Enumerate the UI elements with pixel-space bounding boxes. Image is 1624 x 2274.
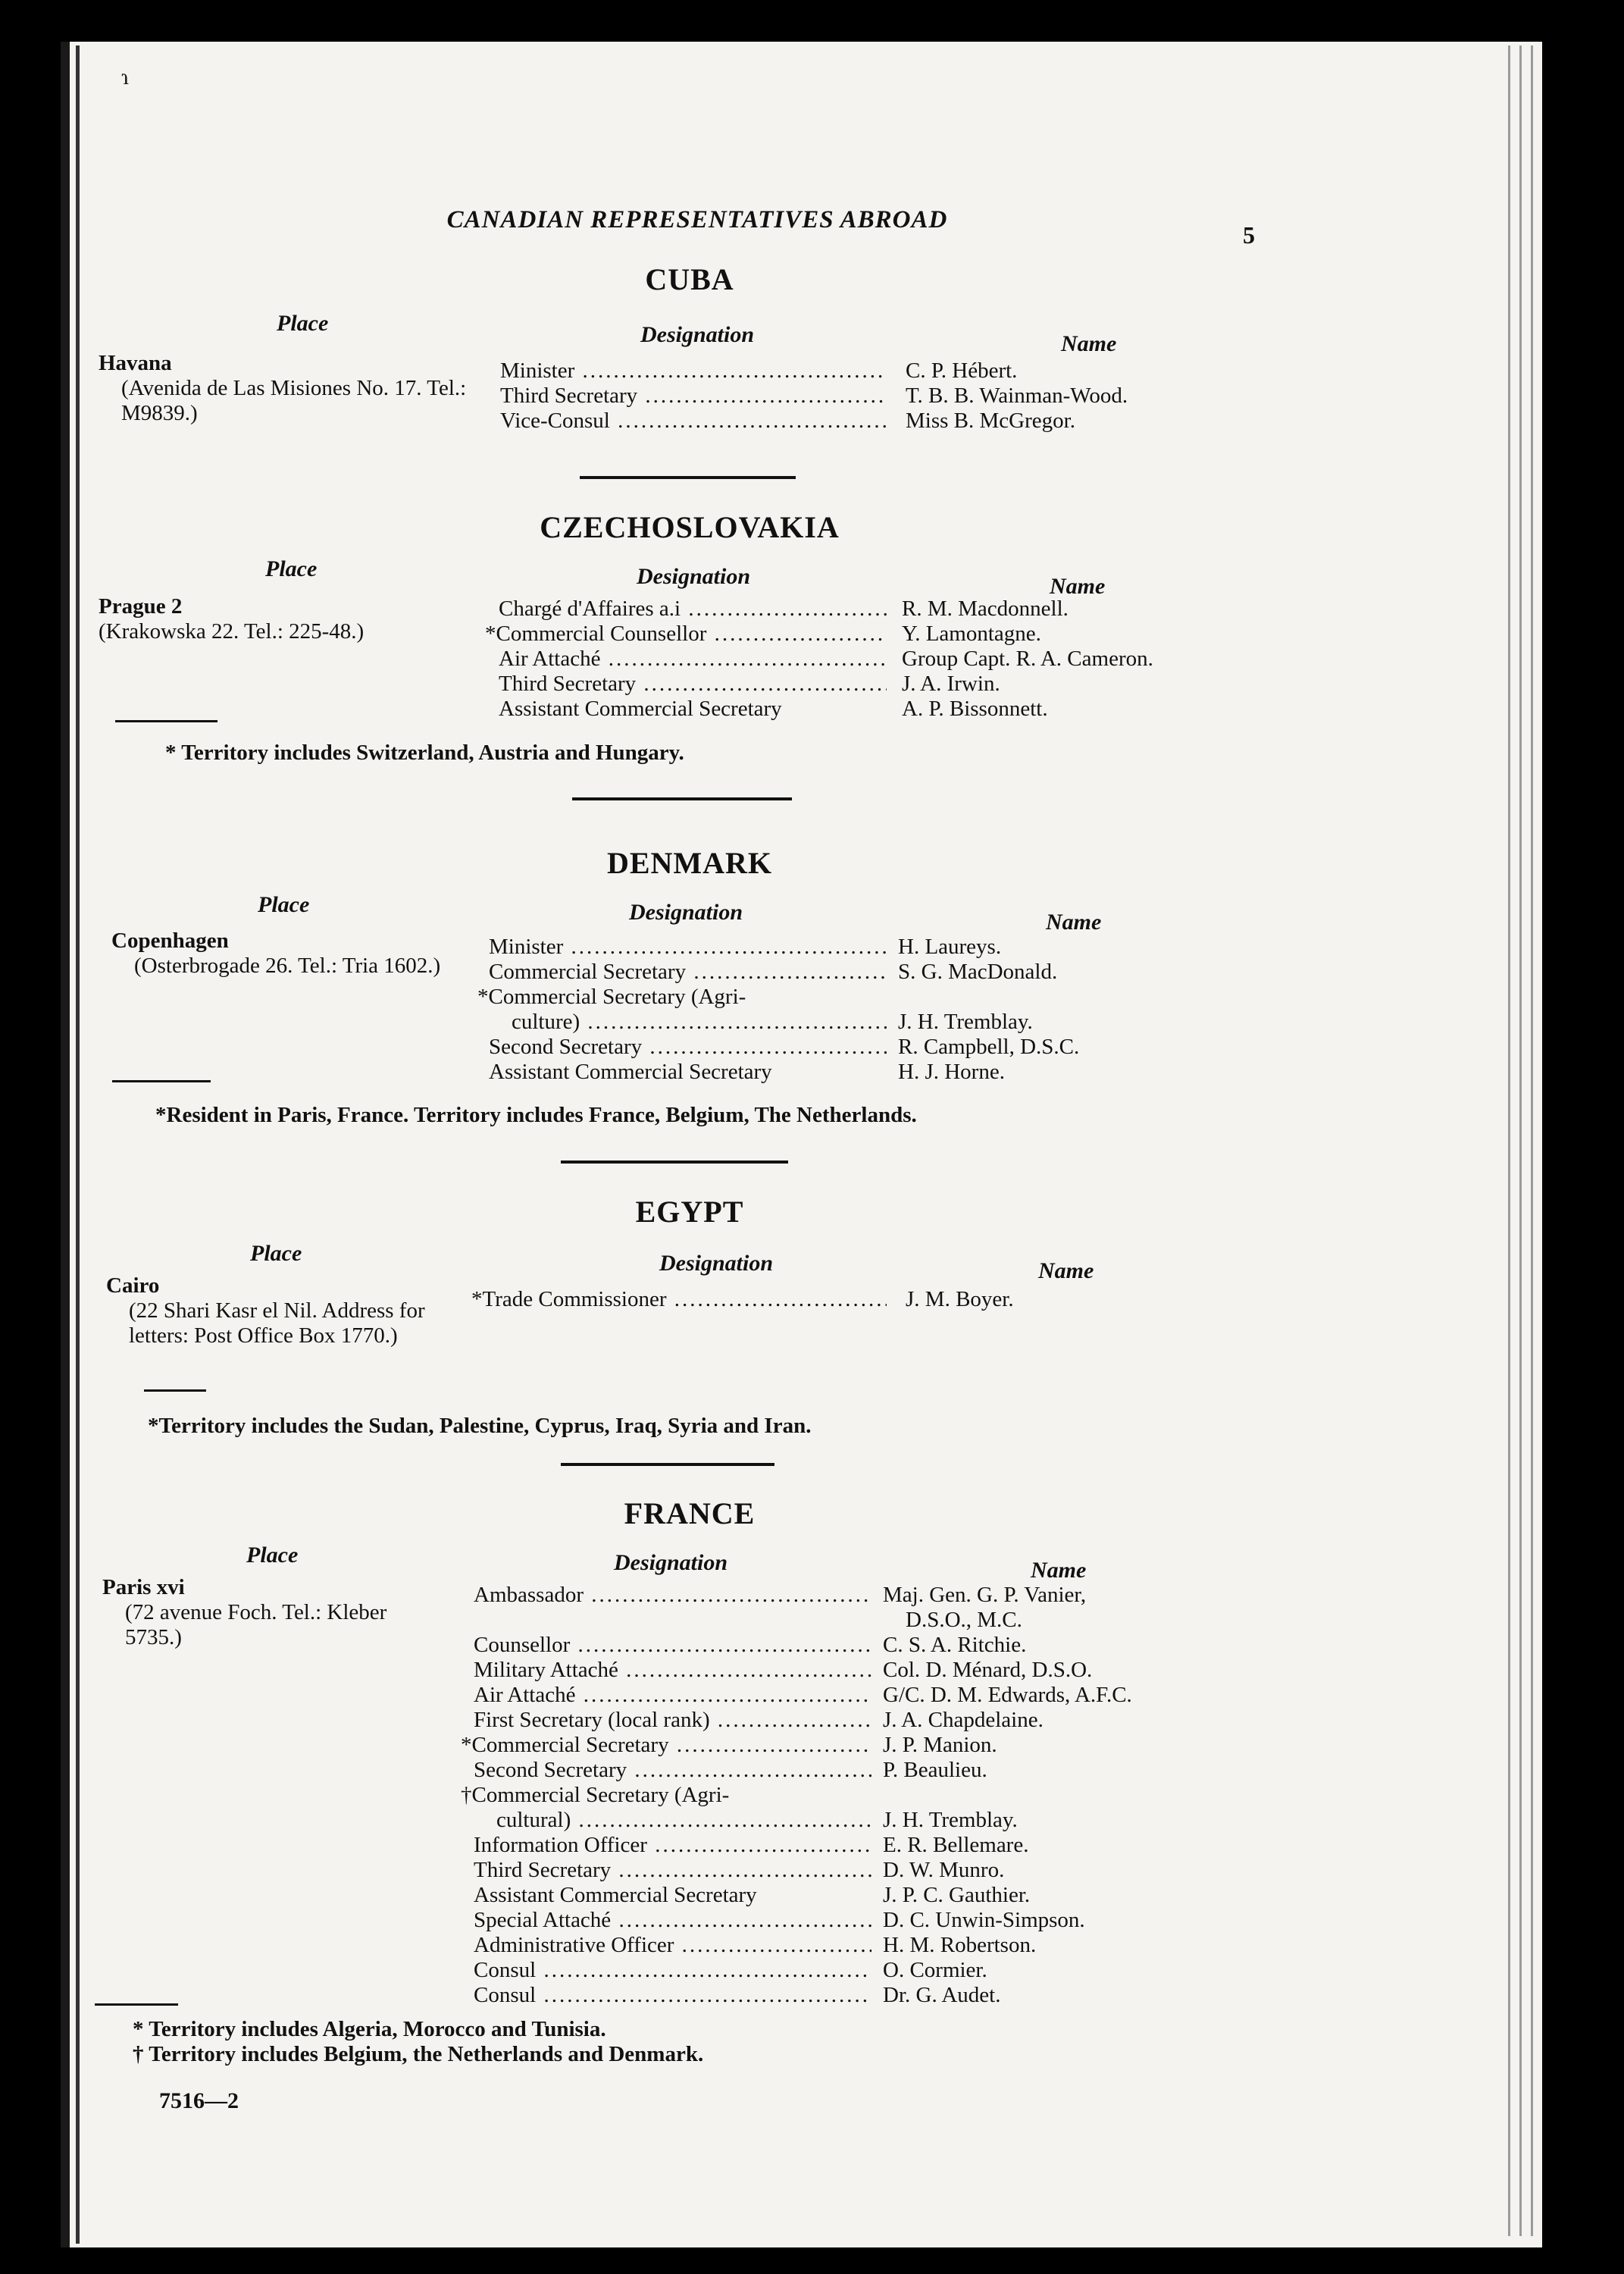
footnote-rule [95,2003,178,2006]
footnote-rule [112,1080,211,1082]
person-name: J. H. Tremblay. [883,1808,1018,1832]
corner-mark: ɿ [121,64,129,89]
footnote-rule [144,1389,206,1392]
place-header: Place [250,1241,302,1266]
designation: Vice-Consul ..... [500,409,887,434]
footnote: *Territory includes the Sudan, Palestine, Cyprus, Iraq, Syria and Iran. [148,1414,812,1438]
page-number: 5 [1243,221,1255,249]
binding-edge-inner [76,45,80,2244]
footnote: † Territory includes Belgium, the Netherlands and Denmark. [133,2042,704,2066]
country-heading: EGYPT [635,1195,744,1229]
person-name: O. Cormier. [883,1958,987,1982]
person-name: H. Laureys. [898,935,1002,959]
place-name: Copenhagen [111,929,229,953]
person-name: T. B. B. Wainman-Wood. [906,384,1128,408]
name-header: Name [1038,1258,1094,1283]
person-name: J. P. Manion. [883,1733,997,1757]
person-name: H. J. Horne. [898,1060,1005,1084]
designation-header: Designation [629,900,743,925]
designation: Third Secretary ..... [474,1858,871,1883]
designation-header: Designation [640,322,755,347]
page-edge-line [1531,45,1533,2236]
designation: *Commercial Secretary (Agri- [477,985,746,1009]
place-header: Place [258,892,310,917]
place-address: (Krakowska 22. Tel.: 225-48.) [99,619,365,644]
person-name: D. C. Unwin-Simpson. [883,1908,1085,1932]
designation: Minister ..... [489,935,887,960]
footnote: * Territory includes Algeria, Morocco and Tunisia. [133,2017,606,2041]
country-heading: CZECHOSLOVAKIA [540,510,840,544]
place-name: Havana [99,351,172,375]
place-name: Paris xvi [102,1575,185,1599]
place-address: (22 Shari Kasr el Nil. Address for letters: Post Office Box 1770.) [129,1298,425,1348]
person-name: Maj. Gen. G. P. Vanier, [883,1583,1087,1607]
person-name: Miss B. McGregor. [906,409,1075,433]
designation: Second Secretary ..... [489,1035,887,1060]
running-head: CANADIAN REPRESENTATIVES ABROAD [446,206,948,233]
designation-header: Designation [659,1251,774,1276]
designation: Information Officer ..... [474,1833,871,1858]
designation-header: Designation [637,564,751,589]
person-name: S. G. MacDonald. [898,960,1058,984]
place-name: Prague 2 [99,594,183,619]
designation: *Commercial Secretary ..... [461,1733,871,1758]
person-name: E. R. Bellemare. [883,1833,1029,1857]
name-header: Name [1046,910,1102,935]
person-name: Col. D. Ménard, D.S.O. [883,1658,1093,1682]
person-name: G/C. D. M. Edwards, A.F.C. [883,1683,1132,1707]
designation: Administrative Officer ..... [474,1933,871,1958]
designation: Assistant Commercial Secretary [474,1883,757,1907]
page-edge-line [1519,45,1522,2236]
designation: Military Attaché ..... [474,1658,871,1683]
person-name: J. A. Irwin. [902,672,1000,696]
country-heading: DENMARK [606,846,773,880]
place-block [99,351,477,426]
person-name: J. P. C. Gauthier. [883,1883,1031,1907]
binding-edge [61,42,70,2247]
designation: Third Secretary ..... [500,384,887,409]
place-name: Cairo [106,1273,160,1298]
designation: Air Attaché ..... [474,1683,871,1708]
section-separator [561,1160,788,1164]
person-name: A. P. Bissonnett. [902,697,1048,721]
place-address: (Avenida de Las Misiones No. 17. Tel.: M9839.) [121,376,467,425]
footnote-rule [115,720,217,722]
person-name: Y. Lamontagne. [902,622,1041,646]
person-name: D. W. Munro. [883,1858,1005,1882]
printer-signature: 7516—2 [159,2088,239,2113]
place-address: (Osterbrogade 26. Tel.: Tria 1602.) [134,954,441,978]
name-header: Name [1031,1558,1087,1583]
name-header: Name [1061,331,1117,356]
person-name: J. H. Tremblay. [898,1010,1033,1034]
person-name: R. Campbell, D.S.C. [898,1035,1080,1059]
person-name: P. Beaulieu. [883,1758,987,1782]
designation: Minister ..... [500,359,887,384]
person-name: J. M. Boyer. [906,1287,1014,1311]
section-separator [580,476,796,479]
designation: First Secretary (local rank) ..... [474,1708,871,1733]
designation: Counsellor ..... [474,1633,871,1658]
designation: Third Secretary ..... [499,672,887,697]
designation: cultural) ..... [496,1808,871,1833]
designation: Assistant Commercial Secretary [499,697,782,721]
person-name: H. M. Robertson. [883,1933,1037,1957]
place-block [106,1273,470,1348]
designation: Air Attaché ..... [499,647,887,672]
place-header: Place [265,556,318,581]
section-separator [561,1463,774,1466]
place-block [111,929,475,979]
place-header: Place [246,1543,299,1568]
designation: culture) ..... [512,1010,887,1035]
person-name: D.S.O., M.C. [906,1608,1022,1632]
section-separator [572,797,792,800]
designation: *Trade Commissioner ..... [471,1287,887,1312]
designation: Consul ..... [474,1958,871,1983]
place-block [102,1575,421,1650]
designation: Ambassador ..... [474,1583,871,1608]
designation: †Commercial Secretary (Agri- [461,1783,730,1807]
place-address: (72 avenue Foch. Tel.: Kleber 5735.) [125,1600,387,1649]
person-name: Group Capt. R. A. Cameron. [902,647,1153,671]
person-name: C. P. Hébert. [906,359,1018,383]
designation: *Commercial Counsellor ..... [485,622,887,647]
designation: Commercial Secretary ..... [489,960,887,985]
designation: Assistant Commercial Secretary [489,1060,772,1084]
designation: Chargé d'Affaires a.i ..... [499,597,887,622]
designation: Second Secretary ..... [474,1758,871,1783]
person-name: Dr. G. Audet. [883,1983,1001,2007]
page-edge-line [1508,45,1510,2236]
designation: Consul ..... [474,1983,871,2008]
designation: Special Attaché ..... [474,1908,871,1933]
name-header: Name [1050,574,1106,599]
country-heading: CUBA [645,262,734,296]
country-heading: FRANCE [624,1496,756,1530]
designation-header: Designation [614,1550,728,1575]
footnote: *Resident in Paris, France. Territory includes France, Belgium, The Netherlands. [155,1103,917,1127]
place-header: Place [277,311,329,336]
footnote: * Territory includes Switzerland, Austria and Hungary. [165,741,684,765]
person-name: C. S. A. Ritchie. [883,1633,1027,1657]
person-name: J. A. Chapdelaine. [883,1708,1044,1732]
place-block [99,594,474,644]
person-name: R. M. Macdonnell. [902,597,1069,621]
